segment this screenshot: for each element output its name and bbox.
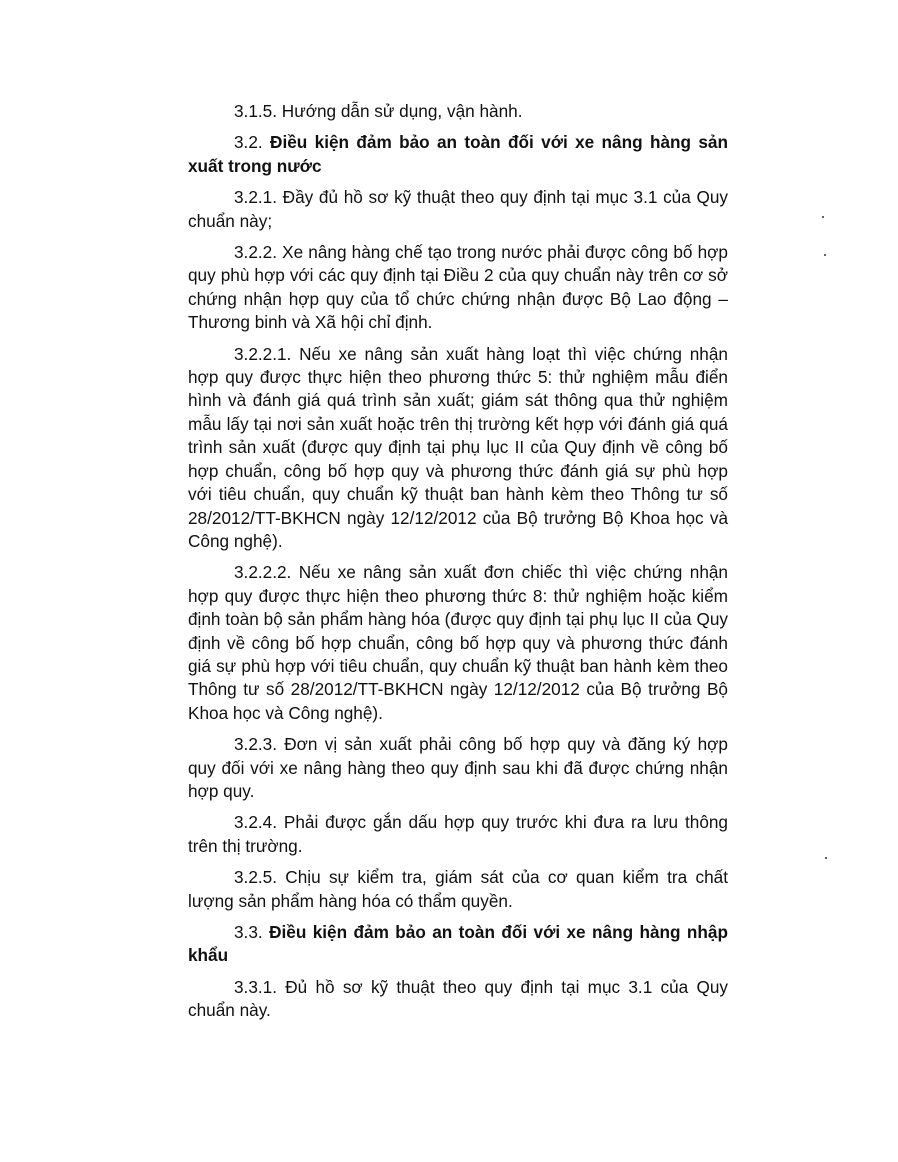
section-heading-3-3 <box>188 921 728 968</box>
paragraph-3-2-2: 3.2.2. Xe nâng hàng chế tạo trong nước phải được công bố hợp quy phù hợp với các quy định tại Điều 2 của quy chuẩn này trên cơ sở chứng nhận hợp quy của tổ chức chứng nhận được Bộ Lao động – Thương binh và Xã hội chỉ định. <box>188 242 728 333</box>
scan-speck <box>825 857 827 859</box>
paragraph-3-2-2-2: 3.2.2.2. Nếu xe nâng sản xuất đơn chiếc thì việc chứng nhận hợp quy được thực hiện theo phương thức 8: thử nghiệm hoặc kiểm định toàn bộ sản phẩm hàng hóa (được quy định tại phụ lục II của Quy định về công bố hợp chuẩn, công bố hợp quy và phương thức đánh giá sự phù hợp với tiêu chuẩn, quy chuẩn kỹ thuật ban hành kèm theo Thông tư số 28/2012/TT-BKHCN ngày 12/12/2012 của Bộ trưởng Bộ Khoa học và Công nghệ). <box>188 562 728 723</box>
paragraph-3-2-5: 3.2.5. Chịu sự kiểm tra, giám sát của cơ quan kiểm tra chất lượng sản phẩm hàng hóa có thẩm quyền. <box>188 867 728 911</box>
paragraph-3-2-2-1: 3.2.2.1. Nếu xe nâng sản xuất hàng loạt thì việc chứng nhận hợp quy được thực hiện theo phương thức 5: thử nghiệm mẫu điển hình và đánh giá quá trình sản xuất; giám sát thông qua thử nghiệm mẫu lấy tại nơi sản xuất hoặc trên thị trường kết hợp với đánh giá quá trình sản xuất (được quy định tại phụ lục II của Quy định về công bố hợp chuẩn, công bố hợp quy và phương thức đánh giá sự phù hợp với tiêu chuẩn, quy chuẩn kỹ thuật ban hành kèm theo Thông tư số 28/2012/TT-BKHCN ngày 12/12/2012 của Bộ trưởng Bộ Khoa học và Công nghệ). <box>188 343 728 551</box>
paragraph-3-2-1: 3.2.1. Đầy đủ hồ sơ kỹ thuật theo quy định tại mục 3.1 của Quy chuẩn này; <box>188 187 728 231</box>
section-heading-3-2 <box>188 131 728 178</box>
paragraph-3-1-5: 3.1.5. Hướng dẫn sử dụng, vận hành. <box>234 101 523 121</box>
section-title: Điều kiện đảm bảo an toàn đối với xe nâng hàng sản xuất trong nước <box>188 132 728 176</box>
section-number: 3.3. <box>234 922 263 942</box>
scan-speck <box>824 254 826 256</box>
scan-speck <box>822 216 824 218</box>
document-body <box>188 100 728 1031</box>
section-number: 3.2. <box>234 132 263 153</box>
paragraph-3-3-1: 3.3.1. Đủ hồ sơ kỹ thuật theo quy định tại mục 3.1 của Quy chuẩn này. <box>188 976 728 1021</box>
paragraph-3-2-3: 3.2.3. Đơn vị sản xuất phải công bố hợp quy và đăng ký hợp quy đối với xe nâng hàng theo quy định sau khi đã được chứng nhận hợp quy. <box>188 734 728 801</box>
section-title: Điều kiện đảm bảo an toàn đối với xe nâng hàng nhập khẩu <box>188 922 728 966</box>
paragraph-3-2-4: 3.2.4. Phải được gắn dấu hợp quy trước khi đưa ra lưu thông trên thị trường. <box>188 812 728 856</box>
